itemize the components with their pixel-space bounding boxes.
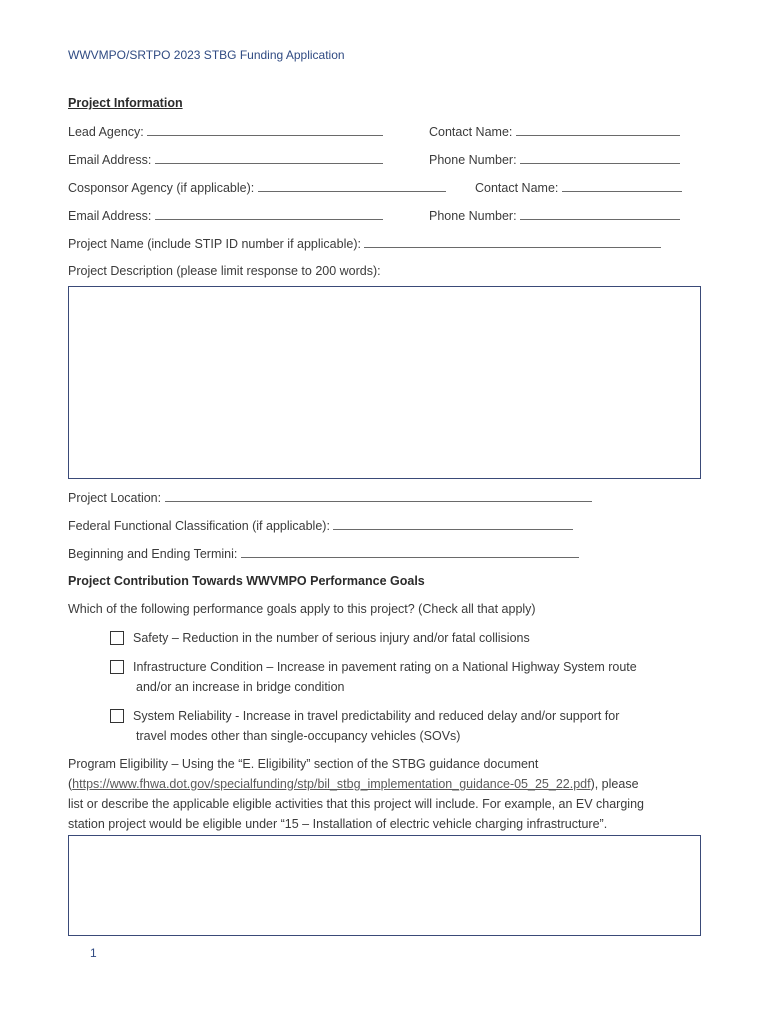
- functional-class-row: [68, 518, 573, 533]
- goal-option-line2: and/or an increase in bridge condition: [136, 680, 345, 694]
- termini-field[interactable]: [241, 546, 579, 558]
- eligible-activities-box[interactable]: [68, 835, 701, 936]
- phone-2-row: [429, 208, 680, 223]
- goal-option-line1: System Reliability - Increase in travel predictability and reduced delay and/or support for: [133, 709, 620, 723]
- functional-class-label: Federal Functional Classification (if applicable):: [68, 519, 330, 533]
- phone-1-row: [429, 152, 680, 167]
- project-name-row: [68, 236, 661, 251]
- goal-option-label: [110, 706, 700, 746]
- lead-agency-field[interactable]: [147, 124, 383, 136]
- eligibility-paragraph: [68, 754, 708, 834]
- safety-checkbox[interactable]: [110, 631, 124, 645]
- cosponsor-field[interactable]: [258, 180, 446, 192]
- functional-class-field[interactable]: [333, 518, 573, 530]
- infrastructure-checkbox[interactable]: [110, 660, 124, 674]
- project-description-box[interactable]: [68, 286, 701, 479]
- eligibility-line-3: list or describe the applicable eligible activities that this project will include. For example, an EV charging: [68, 797, 644, 811]
- eligibility-line-1: Program Eligibility – Using the “E. Eligibility” section of the STBG guidance document: [68, 757, 539, 771]
- goal-option-label: [110, 628, 700, 648]
- phone-2-field[interactable]: [520, 208, 680, 220]
- contact-name-2-row: [475, 180, 682, 195]
- lead-agency-label: Lead Agency:: [68, 125, 144, 139]
- reliability-checkbox[interactable]: [110, 709, 124, 723]
- page-number: 1: [90, 946, 97, 960]
- eligibility-line-2: [68, 774, 708, 794]
- project-description-label: Project Description (please limit response to 200 words):: [68, 264, 381, 278]
- termini-row: [68, 546, 579, 561]
- email-2-row: [68, 208, 383, 223]
- contact-name-2-field[interactable]: [562, 180, 682, 192]
- performance-goals-question: Which of the following performance goals apply to this project? (Check all that apply): [68, 602, 536, 616]
- project-name-field[interactable]: [364, 236, 661, 248]
- contact-name-1-label: Contact Name:: [429, 125, 513, 139]
- phone-2-label: Phone Number:: [429, 209, 517, 223]
- project-name-label: Project Name (include STIP ID number if applicable):: [68, 237, 361, 251]
- cosponsor-row: [68, 180, 446, 195]
- contact-name-2-label: Contact Name:: [475, 181, 559, 195]
- goal-option-line1: Infrastructure Condition – Increase in pavement rating on a National Highway System route: [133, 660, 637, 674]
- goal-option-line1: Safety – Reduction in the number of serious injury and/or fatal collisions: [133, 631, 530, 645]
- eligibility-paren: (: [68, 777, 73, 791]
- performance-goals-heading: Project Contribution Towards WWVMPO Performance Goals: [68, 574, 425, 588]
- project-information-heading: Project Information: [68, 96, 183, 110]
- stbg-guidance-link[interactable]: https://www.fhwa.dot.gov/specialfunding/stp/bil_stbg_implementation_guidance-05_25_22.pdf: [72, 777, 591, 791]
- contact-name-1-row: [429, 124, 680, 139]
- goal-option-safety: [110, 628, 700, 648]
- project-location-field[interactable]: [165, 490, 592, 502]
- phone-1-label: Phone Number:: [429, 153, 517, 167]
- goal-option-line2: travel modes other than single-occupancy vehicles (SOVs): [136, 729, 461, 743]
- lead-agency-row: [68, 124, 383, 139]
- email-1-row: [68, 152, 383, 167]
- email-1-field[interactable]: [155, 152, 383, 164]
- email-1-label: Email Address:: [68, 153, 152, 167]
- termini-label: Beginning and Ending Termini:: [68, 547, 238, 561]
- document-header: WWVMPO/SRTPO 2023 STBG Funding Application: [68, 48, 345, 62]
- goal-option-reliability: [110, 706, 700, 746]
- email-2-label: Email Address:: [68, 209, 152, 223]
- eligibility-after-link: ), please: [590, 777, 639, 791]
- goal-option-label: [110, 657, 700, 697]
- email-2-field[interactable]: [155, 208, 383, 220]
- contact-name-1-field[interactable]: [516, 124, 680, 136]
- cosponsor-label: Cosponsor Agency (if applicable):: [68, 181, 255, 195]
- project-location-row: [68, 490, 592, 505]
- eligibility-line-4: station project would be eligible under “15 – Installation of electric vehicle charging infrastructure”.: [68, 817, 608, 831]
- phone-1-field[interactable]: [520, 152, 680, 164]
- goal-option-infrastructure: [110, 657, 700, 697]
- project-location-label: Project Location:: [68, 491, 162, 505]
